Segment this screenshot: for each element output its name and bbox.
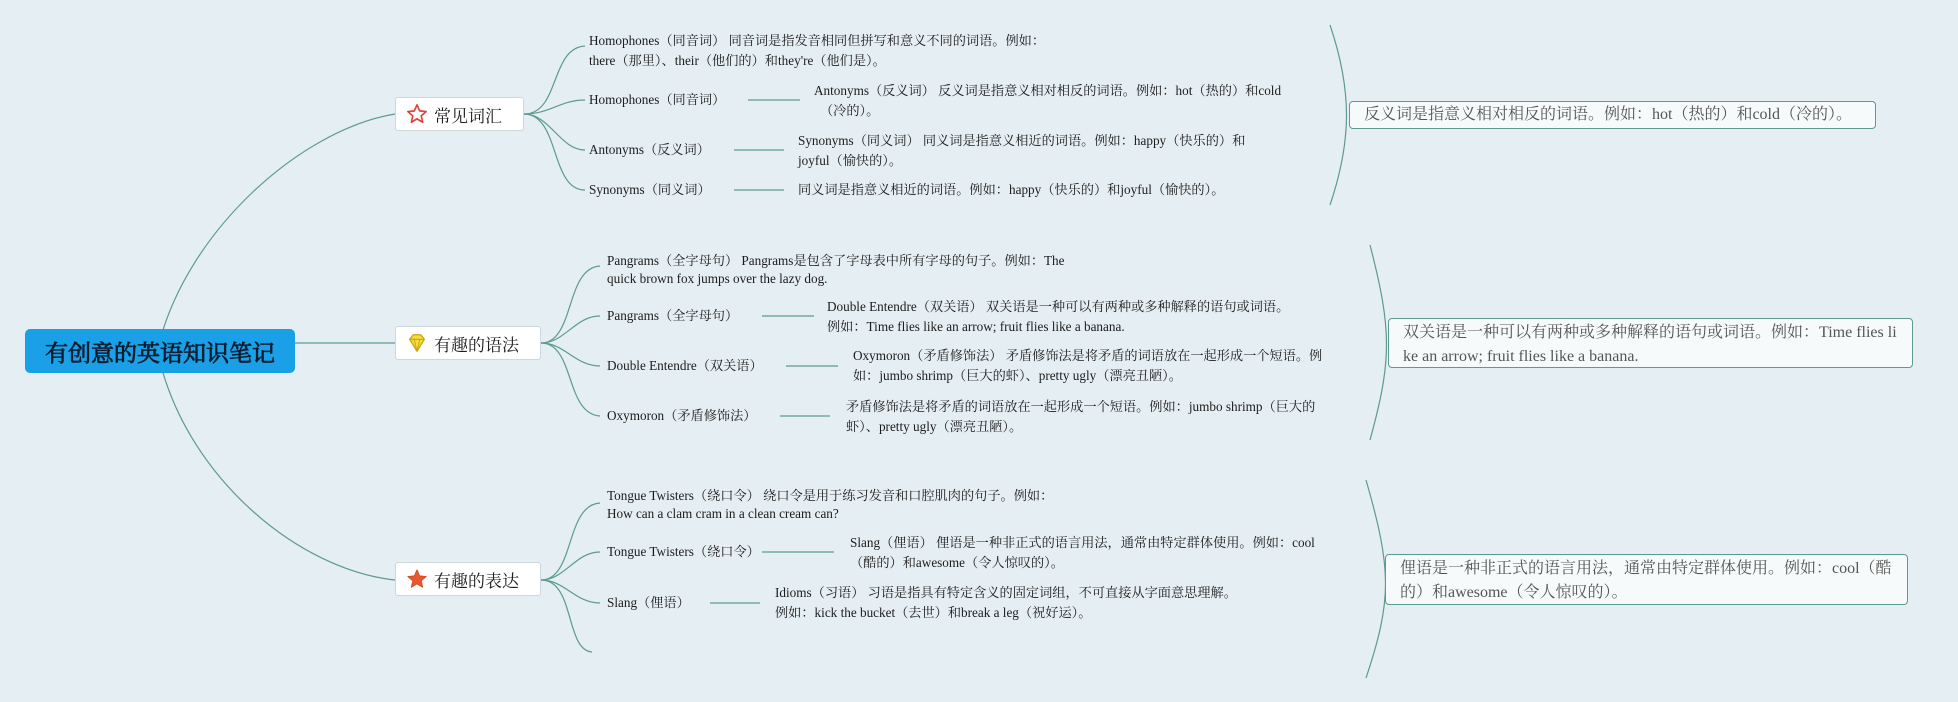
topic-text-line: Tongue Twisters（绕口令） 绕口令是用于练习发音和口腔肌肉的句子。例如： — [607, 488, 1054, 503]
topic-tongue-twisters-full[interactable] — [607, 486, 1053, 524]
detail-double-entendre[interactable] — [827, 297, 1289, 337]
branch-interesting-expressions[interactable] — [395, 562, 541, 596]
diamond-icon — [406, 332, 428, 354]
detail-text-line: Slang（俚语） 俚语是一种非正式的语言用法，通常由特定群体使用。例如：cool — [850, 535, 1315, 550]
star-outline-icon — [406, 103, 428, 125]
detail-text-line: Double Entendre（双关语） 双关语是一种可以有两种或多种解释的语句或词语。 — [827, 299, 1290, 314]
topic-pangrams[interactable]: Pangrams（全字母句） — [607, 308, 739, 323]
detail-text-line: Oxymoron（矛盾修饰法） 矛盾修饰法是将矛盾的词语放在一起形成一个短语。例 — [853, 348, 1323, 363]
detail-oxymoron-def[interactable] — [846, 397, 1315, 437]
detail-text-line: 例如：Time flies like an arrow; fruit flies like a banana. — [827, 319, 1125, 334]
topic-oxymoron[interactable]: Oxymoron（矛盾修饰法） — [607, 408, 757, 423]
detail-text-line: 例如：kick the bucket（去世）和break a leg（祝好运）。 — [775, 605, 1092, 620]
root-topic-label: 有创意的英语知识笔记 — [45, 340, 275, 367]
topic-synonyms[interactable]: Synonyms（同义词） — [589, 182, 711, 197]
summary-antonyms[interactable] — [1349, 101, 1876, 129]
branch-label: 有趣的语法 — [434, 335, 519, 356]
detail-oxymoron[interactable] — [853, 346, 1322, 386]
summary-text: 反义词是指意义相对相反的词语。例如：hot（热的）和cold（冷的）。 — [1364, 106, 1852, 123]
connector-root-branch1 — [160, 114, 395, 340]
summary-double-entendre[interactable] — [1388, 318, 1913, 368]
branch-label: 有趣的表达 — [434, 571, 519, 592]
detail-text-line: joyful（愉快的）。 — [798, 153, 903, 168]
topic-tongue-twisters[interactable]: Tongue Twisters（绕口令） — [607, 544, 760, 559]
detail-slang[interactable] — [850, 533, 1315, 573]
detail-text-line: 如：jumbo shrimp（巨大的虾）、pretty ugly（漂亮丑陋）。 — [853, 368, 1182, 383]
detail-text-line: 矛盾修饰法是将矛盾的词语放在一起形成一个短语。例如：jumbo shrimp（巨大的 — [846, 399, 1316, 414]
star-filled-icon — [406, 568, 428, 590]
topic-text-line: Homophones（同音词） 同音词是指发音相同但拼写和意义不同的词语。例如： — [589, 33, 1046, 48]
bracket-2 — [1370, 245, 1387, 440]
summary-text-line: 的）和awesome（令人惊叹的）。 — [1400, 584, 1628, 601]
detail-text-line: Synonyms（同义词） 同义词是指意义相近的词语。例如：happy（快乐的）和 — [798, 133, 1246, 148]
detail-synonyms-def[interactable]: 同义词是指意义相近的词语。例如：happy（快乐的）和joyful（愉快的）。 — [798, 182, 1225, 197]
summary-text-line: 俚语是一种非正式的语言用法，通常由特定群体使用。例如：cool（酷 — [1400, 560, 1892, 577]
topic-text-line: there（那里）、their（他们的）和they're（他们是）。 — [589, 53, 886, 68]
detail-text-line: （冷的）。 — [820, 103, 880, 118]
branch-interesting-grammar[interactable] — [395, 326, 541, 360]
detail-text-line: Idioms（习语） 习语是指具有特定含义的固定词组，不可直接从字面意思理解。 — [775, 585, 1237, 600]
topic-text-line: How can a clam cram in a clean cream can? — [607, 506, 839, 521]
detail-text-line: （酷的）和awesome（令人惊叹的）。 — [850, 555, 1064, 570]
topic-homophones-full[interactable] — [589, 31, 1045, 71]
topic-pangrams-full[interactable] — [607, 251, 1065, 289]
detail-text-line: 虾）、pretty ugly（漂亮丑陋）。 — [846, 419, 1023, 434]
root-topic[interactable] — [25, 329, 295, 373]
connector-root-branch3 — [160, 362, 395, 580]
detail-text-line: Antonyms（反义词） 反义词是指意义相对相反的词语。例如：hot（热的）和cold — [814, 83, 1282, 98]
topic-text-line: quick brown fox jumps over the lazy dog. — [607, 271, 828, 286]
detail-idioms[interactable] — [775, 583, 1237, 623]
topic-antonyms[interactable]: Antonyms（反义词） — [589, 142, 710, 157]
bracket-1 — [1330, 25, 1347, 205]
bracket-3 — [1366, 480, 1386, 678]
detail-synonyms[interactable] — [798, 131, 1245, 171]
topic-double-entendre[interactable]: Double Entendre（双关语） — [607, 358, 763, 373]
topic-text-line: Pangrams（全字母句） Pangrams是包含了字母表中所有字母的句子。例如：The — [607, 253, 1065, 268]
summary-slang[interactable] — [1385, 554, 1908, 605]
topic-slang[interactable]: Slang（俚语） — [607, 595, 690, 610]
branch-common-vocabulary[interactable] — [395, 97, 524, 131]
summary-text-line: 双关语是一种可以有两种或多种解释的语句或词语。例如：Time flies li — [1403, 324, 1897, 341]
branch-label: 常见词汇 — [434, 106, 502, 127]
topic-homophones[interactable]: Homophones（同音词） — [589, 92, 726, 107]
summary-text-line: ke an arrow; fruit flies like a banana. — [1403, 348, 1639, 365]
detail-antonyms[interactable] — [814, 81, 1281, 121]
